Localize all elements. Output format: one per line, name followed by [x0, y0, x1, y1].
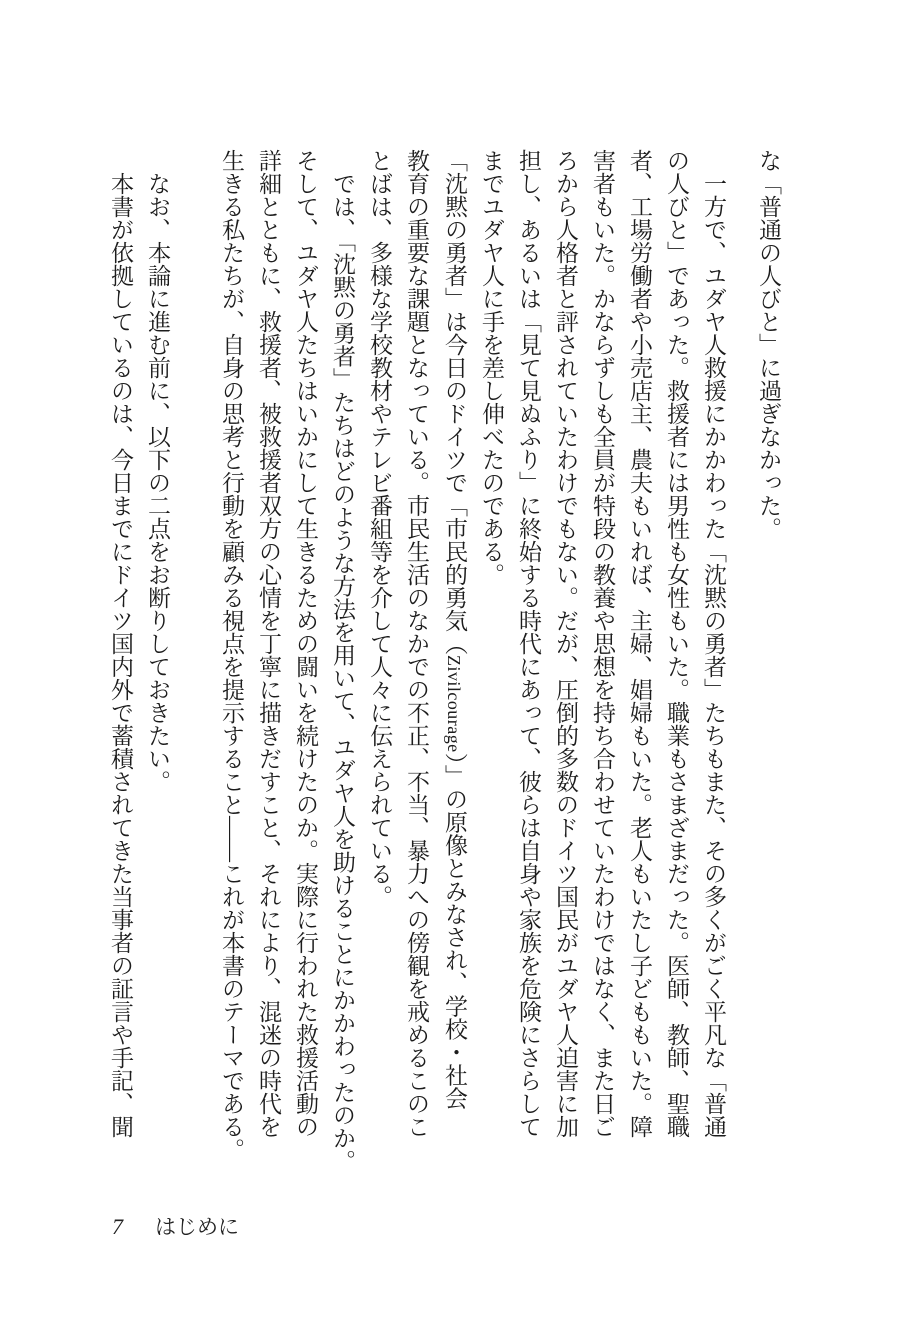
text-line: [435, 149, 473, 1156]
paragraph-carryover: [750, 149, 787, 1156]
text-line: 教育の重要な課題となっている。市民生活のなかでの不正、不当、暴力への傍観を戒めるこのこ: [404, 149, 429, 1138]
text-line: では、「沈黙の勇者」たちはどのような方法を用いて、ユダヤ人を助けることにかかわったのか。: [330, 149, 355, 1173]
text-line: な「普通の人びと」に過ぎなかった。: [756, 149, 781, 540]
latin-term: Zivilcourage: [444, 655, 464, 753]
paragraph-rescuers: [473, 149, 732, 1156]
text-line: 一方で、ユダヤ人救援にかかわった「沈黙の勇者」たちもまた、その多くがごく平凡な「普通: [701, 149, 726, 1138]
paragraph-theme: [213, 149, 361, 1173]
text-line: 者、工場労働者や小売店主、農夫もいれば、主婦、娼婦もいた。老人もいたし子どももいた。障: [627, 149, 652, 1138]
text-line: そして、ユダヤ人たちはいかにして生きるための闘いを続けたのか。実際に行われた救援活動の: [293, 149, 318, 1138]
page-number: 7: [112, 1214, 123, 1239]
text-line: なお、本論に進む前に、以下の二点をお断りしておきたい。: [145, 149, 170, 793]
text-line: とばは、多様な学校教材やテレビ番組等を介して人々に伝えられている。: [367, 149, 392, 908]
text-line: 本書が依拠しているのは、今日までにドイツ国内外で蓄積されてきた当事者の証言や手記、聞: [108, 149, 133, 1138]
text-line: 詳細とともに、救援者、被救援者双方の心情を丁寧に描きだすこと、それにより、混迷の時代を: [256, 149, 281, 1138]
paragraph-note-intro: [139, 149, 176, 1156]
running-title: はじめに: [155, 1215, 239, 1239]
body-text-block: [102, 149, 787, 1173]
paragraph-sources: [102, 149, 139, 1156]
text-segment: ）」の原像とみなされ、学校・社会: [442, 752, 467, 1110]
page-footer: [112, 1211, 239, 1241]
text-line: の人びと」であった。救援者には男性も女性もいた。職業もさまざまだった。医師、教師、聖職: [664, 149, 689, 1138]
text-line: ろから人格者と評されていたわけでもない。だが、圧倒的多数のドイツ国民がユダヤ人迫害に加: [553, 149, 578, 1138]
text-line: 害者もいた。かならずしも全員が特段の教養や思想を持ち合わせていたわけではなく、また日ご: [590, 149, 615, 1138]
paragraph-zivilcourage: [361, 149, 473, 1156]
text-line: 生きる私たちが、自身の思考と行動を顧みる視点を提示すること――これが本書のテーマである。: [219, 149, 244, 1161]
text-line: 担し、あるいは「見て見ぬふり」に終始する時代にあって、彼らは自身や家族を危険にさらして: [516, 149, 541, 1138]
text-segment: 「沈黙の勇者」は今日のドイツで「市民的勇気（: [442, 149, 467, 655]
text-line: までユダヤ人に手を差し伸べたのである。: [479, 149, 504, 586]
